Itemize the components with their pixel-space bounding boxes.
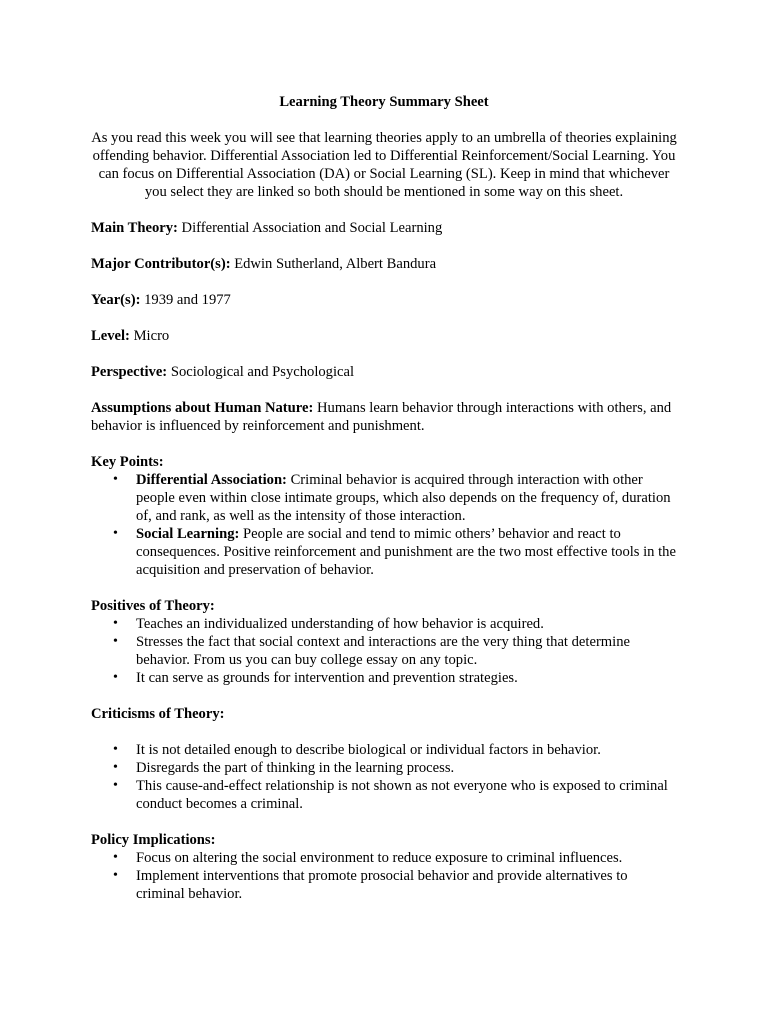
assumptions-value: Humans learn behavior through interactions with others, and behavior is influenced by reinforcement and punishment. bbox=[91, 400, 672, 434]
policy-list bbox=[91, 849, 677, 903]
list-item bbox=[91, 759, 677, 777]
policy-text: Focus on altering the social environment to reduce exposure to criminal influences. bbox=[136, 850, 623, 866]
level-field bbox=[91, 327, 677, 345]
criticisms-list bbox=[91, 741, 677, 813]
list-item bbox=[91, 849, 677, 867]
criticism-text: Disregards the part of thinking in the learning process. bbox=[136, 760, 455, 776]
key-points-list bbox=[91, 471, 677, 579]
list-item bbox=[91, 525, 677, 579]
perspective-label: Perspective: bbox=[91, 364, 168, 380]
list-item bbox=[91, 669, 677, 687]
positive-text: Teaches an individualized understanding of how behavior is acquired. bbox=[136, 616, 544, 632]
list-item bbox=[91, 615, 677, 633]
bullet-icon: • bbox=[113, 472, 118, 487]
assumptions-field bbox=[91, 399, 677, 435]
positive-text: Stresses the fact that social context and interactions are the very thing that determine behavior. From us you can buy college essay on any topic. bbox=[136, 634, 630, 668]
list-item bbox=[91, 741, 677, 759]
bullet-icon: • bbox=[113, 616, 118, 631]
positive-text: It can serve as grounds for intervention and prevention strategies. bbox=[136, 670, 518, 686]
bullet-icon: • bbox=[113, 526, 118, 541]
positives-heading: Positives of Theory: bbox=[91, 598, 215, 614]
bullet-icon: • bbox=[113, 634, 118, 649]
document-title: Learning Theory Summary Sheet bbox=[279, 94, 489, 110]
key-point-term: Differential Association: bbox=[136, 472, 287, 488]
criticisms-heading: Criticisms of Theory: bbox=[91, 706, 225, 722]
assumptions-label: Assumptions about Human Nature: bbox=[91, 400, 314, 416]
major-contributors-value: Edwin Sutherland, Albert Bandura bbox=[234, 256, 437, 272]
bullet-icon: • bbox=[113, 760, 118, 775]
perspective-value: Sociological and Psychological bbox=[170, 364, 355, 380]
key-points-heading: Key Points: bbox=[91, 454, 164, 470]
level-label: Level: bbox=[91, 328, 130, 344]
key-point-text: People are social and tend to mimic others’ behavior and react to consequences. Positive reinforcement and punishment are the two most effective tools in the acquisition and preservation of behavior. bbox=[136, 526, 676, 578]
main-theory-value: Differential Association and Social Learning bbox=[181, 220, 443, 236]
document-page bbox=[91, 93, 677, 903]
perspective-field bbox=[91, 363, 677, 381]
years-label: Year(s): bbox=[91, 292, 141, 308]
major-contributors-label: Major Contributor(s): bbox=[91, 256, 231, 272]
list-item bbox=[91, 471, 677, 525]
main-theory-field bbox=[91, 219, 677, 237]
bullet-icon: • bbox=[113, 742, 118, 757]
list-item bbox=[91, 867, 677, 903]
criticism-text: This cause-and-effect relationship is not shown as not everyone who is exposed to criminal conduct becomes a criminal. bbox=[136, 778, 668, 812]
bullet-icon: • bbox=[113, 850, 118, 865]
years-field bbox=[91, 291, 677, 309]
list-item bbox=[91, 633, 677, 669]
list-item bbox=[91, 777, 677, 813]
bullet-icon: • bbox=[113, 868, 118, 883]
main-theory-label: Main Theory: bbox=[91, 220, 178, 236]
positives-list bbox=[91, 615, 677, 687]
bullet-icon: • bbox=[113, 670, 118, 685]
policy-heading: Policy Implications: bbox=[91, 832, 216, 848]
bullet-icon: • bbox=[113, 778, 118, 793]
criticism-text: It is not detailed enough to describe biological or individual factors in behavior. bbox=[136, 742, 601, 758]
years-value: 1939 and 1977 bbox=[144, 292, 231, 308]
intro-paragraph: As you read this week you will see that learning theories apply to an umbrella of theories explaining offending behavior. Differential Association led to Differential Reinforcement/Social Learning. You can focus on Differential Association (DA) or Social Learning (SL). Keep in mind that whichever you select they are linked so both should be mentioned in some way on this sheet. bbox=[91, 130, 677, 200]
key-point-term: Social Learning: bbox=[136, 526, 240, 542]
policy-text: Implement interventions that promote prosocial behavior and provide alternatives to criminal behavior. bbox=[136, 868, 628, 902]
level-value: Micro bbox=[133, 328, 170, 344]
major-contributors-field bbox=[91, 255, 677, 273]
key-point-text: Criminal behavior is acquired through interaction with other people even within close intimate groups, which also depends on the frequency of, duration of, and rank, as well as the intensity of those interaction. bbox=[136, 472, 671, 524]
